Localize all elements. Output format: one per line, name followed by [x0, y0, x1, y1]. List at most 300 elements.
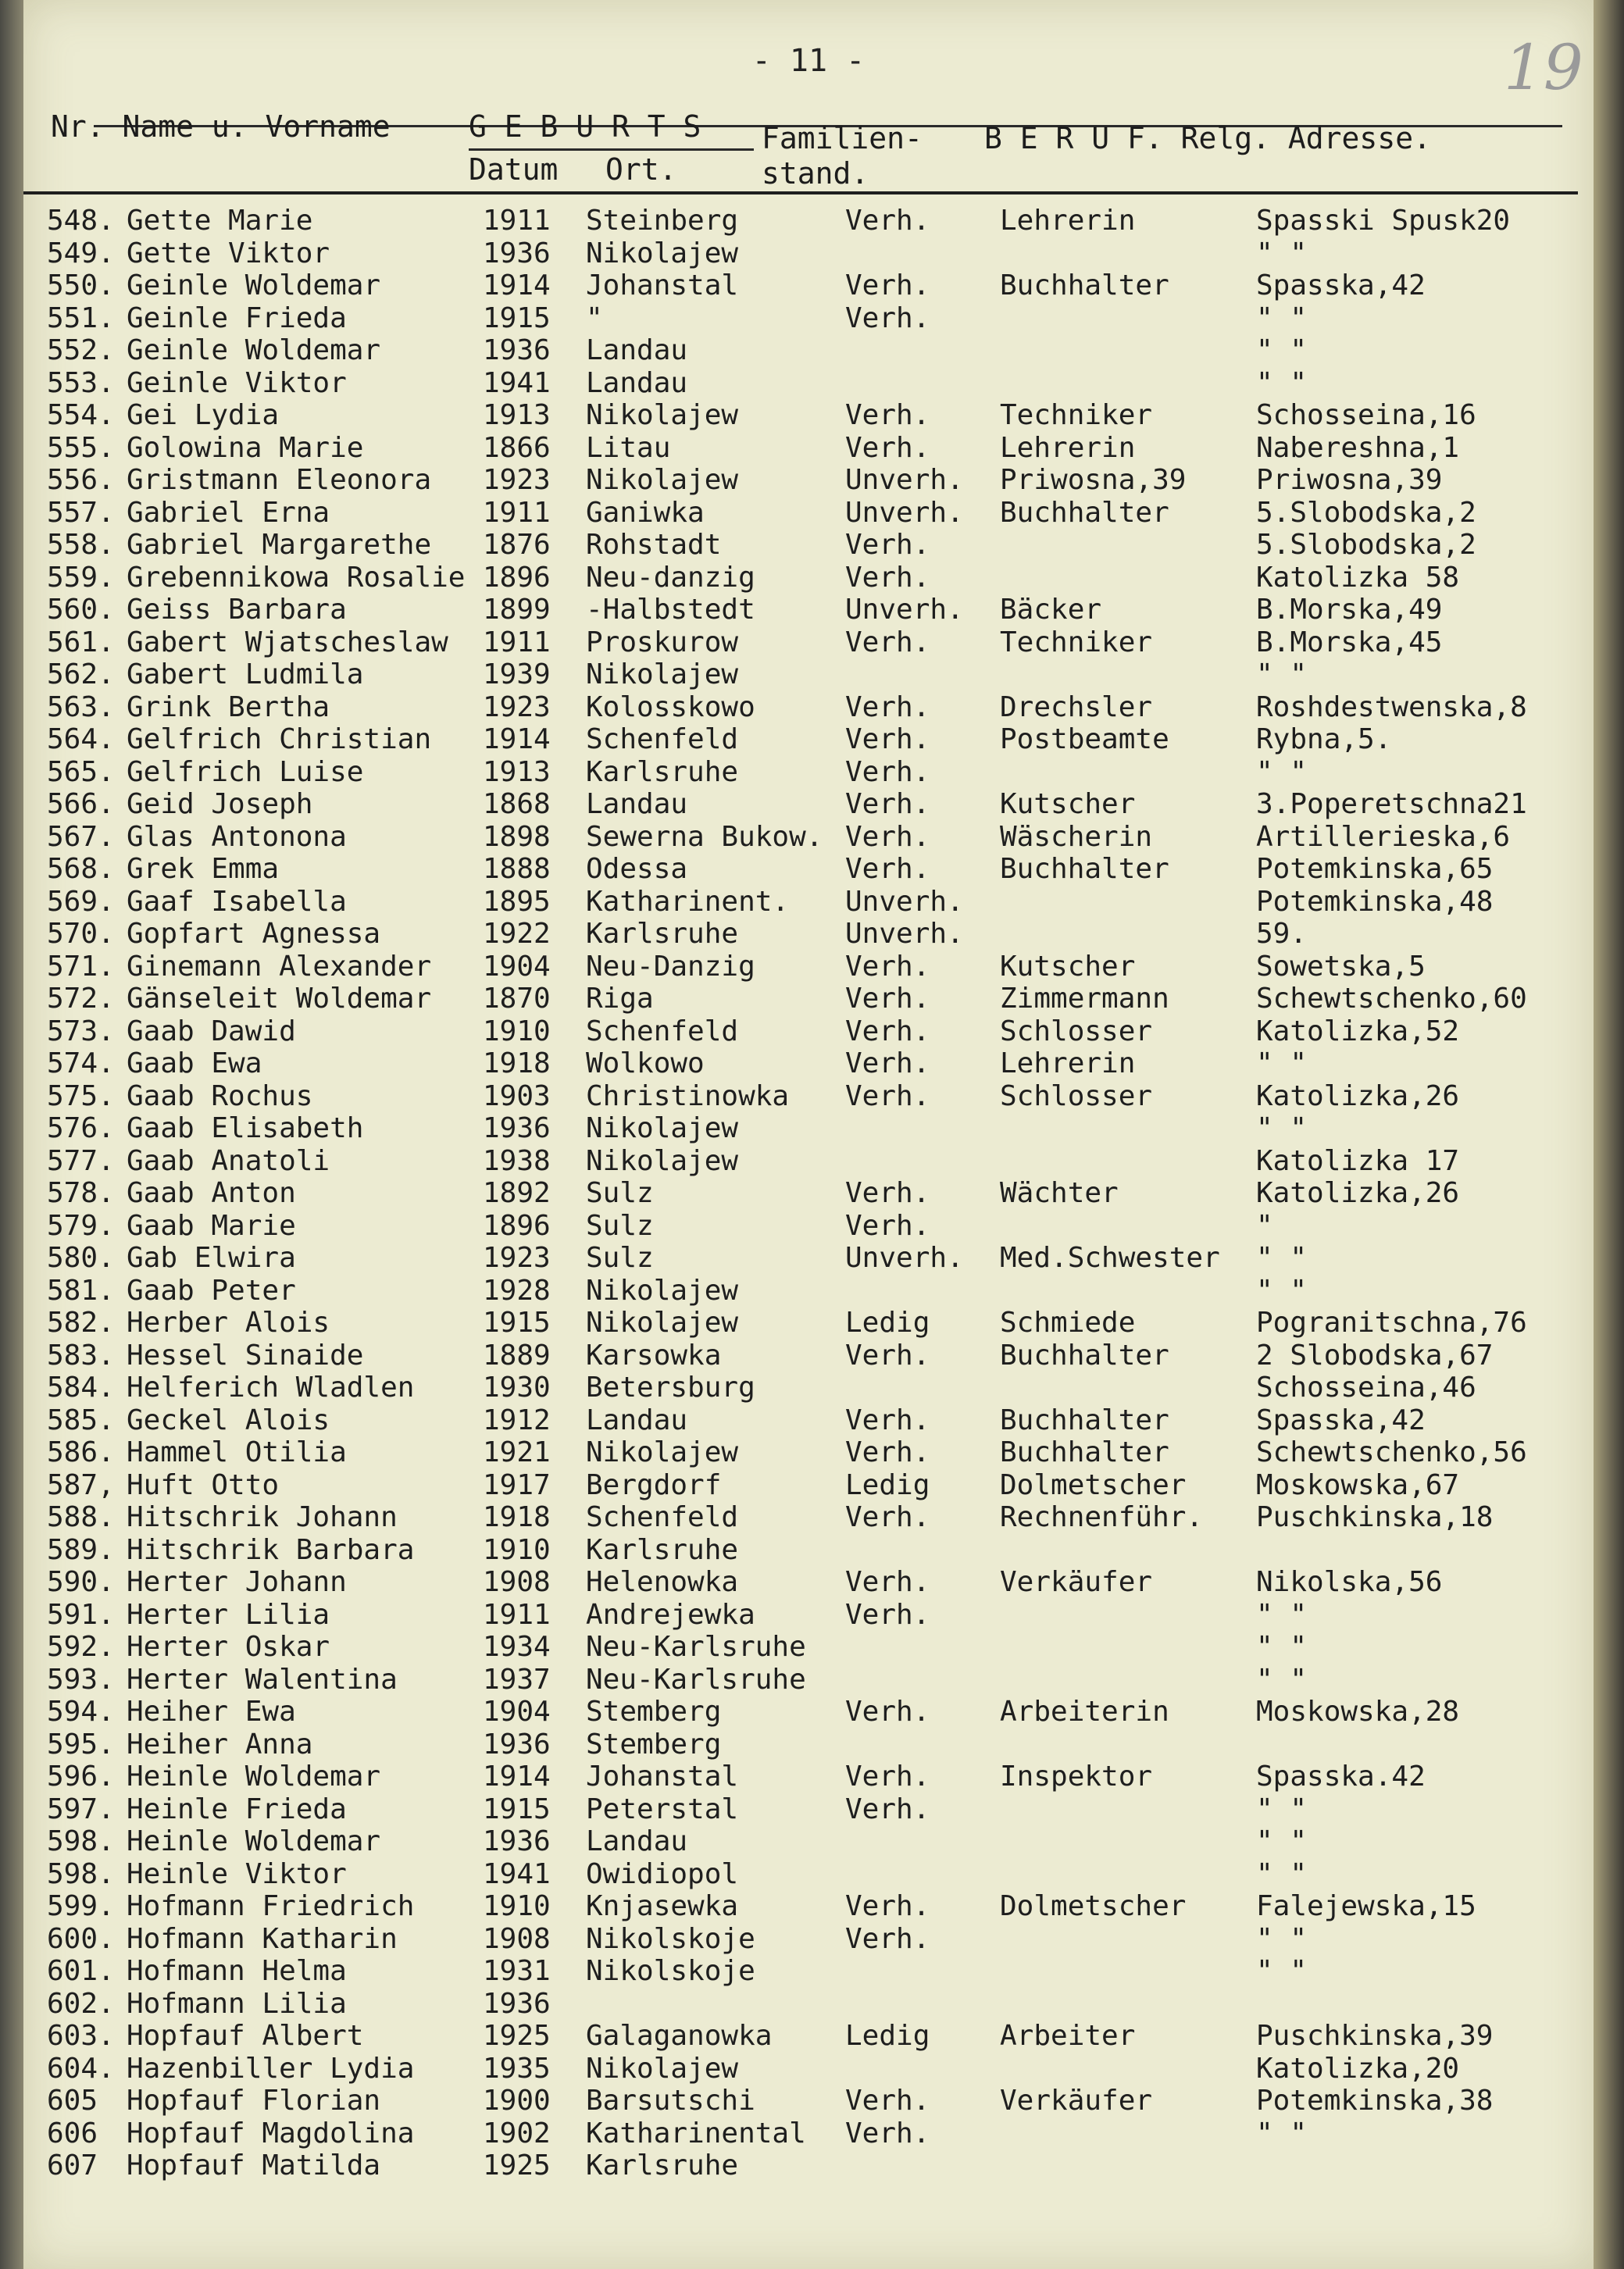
birth-place: Stemberg — [586, 1696, 722, 1728]
table-row — [23, 1177, 1594, 1209]
person-name: Gänseleit Woldemar — [127, 983, 432, 1015]
address: Roshdestwenska,8 — [1256, 690, 1527, 723]
occupation: Dolmetscher — [1000, 1890, 1187, 1922]
table-row — [23, 1340, 1594, 1372]
row-number: 561. — [47, 626, 115, 658]
table-row — [23, 1631, 1594, 1663]
row-number: 588. — [47, 1501, 115, 1533]
row-number: 570. — [47, 918, 115, 950]
birth-place: Landau — [586, 334, 688, 366]
address: " " — [1256, 1242, 1308, 1274]
family-status: Verh. — [845, 529, 930, 561]
table-row — [23, 1923, 1594, 1955]
person-name: Gaaf Isabella — [127, 885, 347, 918]
birth-place: Odessa — [586, 853, 688, 885]
occupation: Wächter — [1000, 1177, 1119, 1209]
row-number: 590. — [47, 1566, 115, 1598]
table-row — [23, 1761, 1594, 1793]
row-number: 600. — [47, 1922, 115, 1955]
birth-place: Peterstal — [586, 1793, 739, 1825]
row-number: 585. — [47, 1404, 115, 1436]
family-status: Ledig — [845, 1307, 930, 1339]
person-name: Grink Bertha — [127, 690, 330, 723]
family-status: Verh. — [845, 723, 930, 755]
table-row — [23, 1372, 1594, 1404]
address: Schosseina,46 — [1256, 1372, 1476, 1404]
row-number: 601. — [47, 1955, 115, 1987]
person-name: Herber Alois — [127, 1307, 330, 1339]
table-row — [23, 1080, 1594, 1112]
family-status: Verh. — [845, 1339, 930, 1372]
family-status: Verh. — [845, 2117, 930, 2149]
birth-place: Ganiwka — [586, 496, 705, 529]
birth-place: Sulz — [586, 1209, 654, 1242]
birth-place: Landau — [586, 1825, 688, 1857]
person-name: Grebennikowa Rosalie — [127, 561, 466, 594]
address: Moskowska,67 — [1256, 1468, 1460, 1501]
person-name: Gaab Anton — [127, 1177, 296, 1209]
birth-place: Bergdorf — [586, 1468, 722, 1501]
person-name: Heinle Viktor — [127, 1857, 347, 1890]
person-name: Geinle Frieda — [127, 301, 347, 334]
document-sheet — [23, 0, 1594, 2269]
birth-place: Stemberg — [586, 1728, 722, 1761]
address: Katolizka 17 — [1256, 1144, 1460, 1177]
family-status: Verh. — [845, 205, 930, 237]
family-status: Verh. — [845, 1793, 930, 1825]
birth-place: Karlsruhe — [586, 755, 739, 788]
table-row — [23, 399, 1594, 431]
family-status: Verh. — [845, 1015, 930, 1047]
table-row — [23, 626, 1594, 658]
person-name: Golowina Marie — [127, 431, 364, 464]
table-row — [23, 1469, 1594, 1501]
address: Puschkinska,39 — [1256, 2020, 1494, 2052]
address: 3.Poperetschna21 — [1256, 788, 1527, 820]
birth-year: 1936 — [483, 1728, 551, 1761]
birth-year: 1914 — [483, 723, 551, 755]
occupation: Techniker — [1000, 626, 1153, 658]
header-ort: Ort. — [605, 152, 677, 187]
table-row — [23, 562, 1594, 594]
family-status: Verh. — [845, 1209, 930, 1242]
birth-place: Johanstal — [586, 269, 739, 301]
family-status: Verh. — [845, 301, 930, 334]
birth-year: 1876 — [483, 529, 551, 561]
birth-year: 1898 — [483, 820, 551, 853]
birth-place: Nikolajew — [586, 1436, 739, 1468]
table-row — [23, 1534, 1594, 1566]
birth-year: 1914 — [483, 269, 551, 301]
table-row — [23, 1696, 1594, 1728]
table-row — [23, 1436, 1594, 1468]
occupation: Lehrerin — [1000, 431, 1136, 464]
row-number: 574. — [47, 1047, 115, 1079]
table-row — [23, 497, 1594, 529]
row-number: 557. — [47, 496, 115, 529]
person-name: Gaab Anatoli — [127, 1144, 330, 1177]
person-name: Gab Elwira — [127, 1242, 296, 1274]
table-row — [23, 983, 1594, 1015]
birth-year: 1888 — [483, 853, 551, 885]
address: " " — [1256, 755, 1308, 788]
birth-place: Andrejewka — [586, 1598, 755, 1631]
address: " — [1256, 1209, 1273, 1242]
birth-place: Nikolajew — [586, 399, 739, 431]
occupation: Verkäufer — [1000, 1566, 1153, 1598]
row-number: 584. — [47, 1372, 115, 1404]
birth-year: 1911 — [483, 496, 551, 529]
occupation: Rechnenführ. — [1000, 1501, 1204, 1533]
table-row — [23, 334, 1594, 366]
family-status: Verh. — [845, 1598, 930, 1631]
row-number: 548. — [47, 205, 115, 237]
person-name: Hopfauf Florian — [127, 2085, 381, 2117]
table-row — [23, 1825, 1594, 1857]
birth-year: 1902 — [483, 2117, 551, 2149]
header-bottom-rule — [23, 191, 1578, 194]
birth-place: Schenfeld — [586, 1015, 739, 1047]
occupation: Schlosser — [1000, 1079, 1153, 1112]
birth-place: Katharinental — [586, 2117, 806, 2149]
person-name: Herter Walentina — [127, 1663, 398, 1696]
row-number: 592. — [47, 1631, 115, 1663]
person-name: Ginemann Alexander — [127, 950, 432, 983]
birth-year: 1868 — [483, 788, 551, 820]
row-number: 549. — [47, 237, 115, 269]
birth-year: 1908 — [483, 1922, 551, 1955]
person-name: Gelfrich Luise — [127, 755, 364, 788]
row-number: 573. — [47, 1015, 115, 1047]
scan-right-edge — [1594, 0, 1624, 2269]
birth-place: Neu-Karlsruhe — [586, 1663, 806, 1696]
address: Katolizka,26 — [1256, 1079, 1460, 1112]
table-row — [23, 951, 1594, 983]
row-number: 575. — [47, 1079, 115, 1112]
birth-year: 1922 — [483, 918, 551, 950]
person-name: Gabriel Margarethe — [127, 529, 432, 561]
table-row — [23, 1015, 1594, 1047]
person-name: Gaab Dawid — [127, 1015, 296, 1047]
birth-place: Helenowka — [586, 1566, 739, 1598]
person-name: Herter Johann — [127, 1566, 347, 1598]
family-status: Unverh. — [845, 594, 964, 626]
birth-year: 1936 — [483, 334, 551, 366]
table-row — [23, 1210, 1594, 1242]
birth-year: 1936 — [483, 1987, 551, 2020]
occupation: Drechsler — [1000, 690, 1153, 723]
birth-year: 1915 — [483, 301, 551, 334]
birth-year: 1941 — [483, 1857, 551, 1890]
person-name: Gabert Wjatscheslaw — [127, 626, 448, 658]
row-number: 583. — [47, 1339, 115, 1372]
person-name: Gaab Rochus — [127, 1079, 313, 1112]
address: B.Morska,49 — [1256, 594, 1443, 626]
row-number: 563. — [47, 690, 115, 723]
table-row — [23, 1047, 1594, 1079]
table-row — [23, 367, 1594, 399]
address: Priwosna,39 — [1256, 464, 1443, 496]
address: 2 Slobodska,67 — [1256, 1339, 1494, 1372]
birth-year: 1892 — [483, 1177, 551, 1209]
occupation: Lehrerin — [1000, 1047, 1136, 1079]
row-number: 603. — [47, 2020, 115, 2052]
birth-place: Christinowka — [586, 1079, 790, 1112]
table-row — [23, 1242, 1594, 1274]
address: Sowetska,5 — [1256, 950, 1426, 983]
birth-place: Landau — [586, 366, 688, 399]
birth-place: Karlsruhe — [586, 1533, 739, 1566]
occupation: Schlosser — [1000, 1015, 1153, 1047]
birth-place: Sulz — [586, 1242, 654, 1274]
birth-year: 1937 — [483, 1663, 551, 1696]
family-status: Unverh. — [845, 1242, 964, 1274]
row-number: 564. — [47, 723, 115, 755]
occupation: Priwosna,39 — [1000, 464, 1187, 496]
row-number: 598. — [47, 1857, 115, 1890]
birth-place: Owidiopol — [586, 1857, 739, 1890]
family-status: Ledig — [845, 1468, 930, 1501]
table-row — [23, 756, 1594, 788]
address: Nikolska,56 — [1256, 1566, 1443, 1598]
address: Katolizka 58 — [1256, 561, 1460, 594]
address: Katolizka,52 — [1256, 1015, 1460, 1047]
family-status: Verh. — [845, 1404, 930, 1436]
table-row — [23, 2117, 1594, 2149]
address: " " — [1256, 1955, 1308, 1987]
table-row — [23, 464, 1594, 496]
row-number: 606 — [47, 2117, 98, 2149]
person-name: Herter Oskar — [127, 1631, 330, 1663]
person-name: Hitschrik Johann — [127, 1501, 398, 1533]
family-status: Verh. — [845, 1696, 930, 1728]
row-number: 571. — [47, 950, 115, 983]
family-status: Verh. — [845, 399, 930, 431]
address: " " — [1256, 1047, 1308, 1079]
row-number: 558. — [47, 529, 115, 561]
table-row — [23, 1955, 1594, 1987]
person-name: Hopfauf Albert — [127, 2020, 364, 2052]
row-number: 577. — [47, 1144, 115, 1177]
birth-place: Schenfeld — [586, 1501, 739, 1533]
family-status: Unverh. — [845, 496, 964, 529]
birth-year: 1911 — [483, 1598, 551, 1631]
table-row — [23, 2085, 1594, 2117]
header-nr-name: Nr. Name u. Vorname — [51, 109, 391, 144]
family-status: Verh. — [845, 1761, 930, 1793]
row-number: 587, — [47, 1468, 115, 1501]
birth-year: 1904 — [483, 950, 551, 983]
address: " " — [1256, 1793, 1308, 1825]
row-number: 579. — [47, 1209, 115, 1242]
person-name: Hofmann Friedrich — [127, 1890, 415, 1922]
row-number: 552. — [47, 334, 115, 366]
occupation: Lehrerin — [1000, 205, 1136, 237]
occupation: Buchhalter — [1000, 853, 1169, 885]
occupation: Buchhalter — [1000, 269, 1169, 301]
birth-year: 1925 — [483, 2149, 551, 2182]
header-familien: Familien- — [762, 121, 923, 155]
birth-place: Nikolskoje — [586, 1955, 755, 1987]
row-number: 594. — [47, 1696, 115, 1728]
table-row — [23, 1599, 1594, 1631]
row-number: 593. — [47, 1663, 115, 1696]
occupation: Buchhalter — [1000, 496, 1169, 529]
address: Potemkinska,65 — [1256, 853, 1494, 885]
table-row — [23, 1275, 1594, 1307]
family-status: Verh. — [845, 983, 930, 1015]
birth-year: 1923 — [483, 1242, 551, 1274]
table-row — [23, 918, 1594, 950]
person-name: Heinle Frieda — [127, 1793, 347, 1825]
birth-place: Nikolajew — [586, 2052, 739, 2085]
birth-year: 1917 — [483, 1468, 551, 1501]
person-name: Hofmann Katharin — [127, 1922, 398, 1955]
birth-place: Neu-Danzig — [586, 950, 755, 983]
birth-place: Litau — [586, 431, 671, 464]
birth-place: Nikolajew — [586, 1307, 739, 1339]
birth-place: Nikolajew — [586, 1112, 739, 1144]
family-status: Verh. — [845, 1890, 930, 1922]
family-status: Verh. — [845, 788, 930, 820]
row-number: 591. — [47, 1598, 115, 1631]
family-status: Verh. — [845, 1079, 930, 1112]
person-name: Heiher Anna — [127, 1728, 313, 1761]
family-status: Verh. — [845, 1566, 930, 1598]
occupation: Med.Schwester — [1000, 1242, 1220, 1274]
occupation: Buchhalter — [1000, 1436, 1169, 1468]
person-name: Geckel Alois — [127, 1404, 330, 1436]
person-name: Gristmann Eleonora — [127, 464, 432, 496]
person-name: Gabert Ludmila — [127, 658, 364, 690]
table-row — [23, 2149, 1594, 2182]
table-row — [23, 1501, 1594, 1533]
birth-year: 1913 — [483, 399, 551, 431]
address: 5.Slobodska,2 — [1256, 529, 1476, 561]
person-name: Huft Otto — [127, 1468, 280, 1501]
family-status: Verh. — [845, 1501, 930, 1533]
row-number: 586. — [47, 1436, 115, 1468]
birth-year: 1911 — [483, 205, 551, 237]
table-row — [23, 1404, 1594, 1436]
person-name: Herter Lilia — [127, 1598, 330, 1631]
row-number: 553. — [47, 366, 115, 399]
occupation: Verkäufer — [1000, 2085, 1153, 2117]
birth-place: Karlsruhe — [586, 2149, 739, 2182]
birth-year: 1918 — [483, 1047, 551, 1079]
birth-year: 1913 — [483, 755, 551, 788]
table-row — [23, 302, 1594, 334]
person-name: Hopfauf Magdolina — [127, 2117, 415, 2149]
family-status: Verh. — [845, 1436, 930, 1468]
birth-year: 1870 — [483, 983, 551, 1015]
birth-place: Kolosskowo — [586, 690, 755, 723]
family-status: Verh. — [845, 853, 930, 885]
person-name: Hessel Sinaide — [127, 1339, 364, 1372]
birth-place: Barsutschi — [586, 2085, 755, 2117]
row-number: 569. — [47, 885, 115, 918]
family-status: Verh. — [845, 1922, 930, 1955]
person-name: Geinle Woldemar — [127, 269, 381, 301]
header-datum: Datum — [469, 152, 559, 187]
birth-year: 1918 — [483, 1501, 551, 1533]
birth-year: 1934 — [483, 1631, 551, 1663]
person-name: Heinle Woldemar — [127, 1825, 381, 1857]
birth-year: 1889 — [483, 1339, 551, 1372]
birth-year: 1930 — [483, 1372, 551, 1404]
birth-place: -Halbstedt — [586, 594, 755, 626]
row-number: 567. — [47, 820, 115, 853]
birth-place: Landau — [586, 1404, 688, 1436]
birth-place: Proskurow — [586, 626, 739, 658]
family-status: Verh. — [845, 690, 930, 723]
row-number: 572. — [47, 983, 115, 1015]
birth-place: Nikolajew — [586, 464, 739, 496]
address: Moskowska,28 — [1256, 1696, 1460, 1728]
occupation: Kutscher — [1000, 950, 1136, 983]
table-row — [23, 2020, 1594, 2052]
table-row — [23, 269, 1594, 301]
address: Spasski Spusk20 — [1256, 205, 1511, 237]
table-row — [23, 658, 1594, 690]
birth-year: 1915 — [483, 1793, 551, 1825]
birth-place: Katharinent. — [586, 885, 790, 918]
occupation: Schmiede — [1000, 1307, 1136, 1339]
person-name: Hitschrik Barbara — [127, 1533, 415, 1566]
birth-year: 1923 — [483, 464, 551, 496]
row-number: 604. — [47, 2052, 115, 2085]
person-name: Geinle Viktor — [127, 366, 347, 399]
birth-place: Betersburg — [586, 1372, 755, 1404]
birth-year: 1866 — [483, 431, 551, 464]
address: " " — [1256, 1631, 1308, 1663]
row-number: 602. — [47, 1987, 115, 2020]
occupation: Buchhalter — [1000, 1339, 1169, 1372]
birth-year: 1912 — [483, 1404, 551, 1436]
address: " " — [1256, 1922, 1308, 1955]
birth-year: 1903 — [483, 1079, 551, 1112]
row-number: 589. — [47, 1533, 115, 1566]
birth-year: 1914 — [483, 1761, 551, 1793]
address: Nabereshna,1 — [1256, 431, 1460, 464]
birth-place: Nikolajew — [586, 1144, 739, 1177]
birth-place: Nikolajew — [586, 1274, 739, 1307]
birth-place: Riga — [586, 983, 654, 1015]
birth-place: Johanstal — [586, 1761, 739, 1793]
person-name: Hofmann Helma — [127, 1955, 347, 1987]
birth-year: 1910 — [483, 1533, 551, 1566]
family-status: Verh. — [845, 950, 930, 983]
birth-place: Steinberg — [586, 205, 739, 237]
address: Katolizka,26 — [1256, 1177, 1460, 1209]
family-status: Verh. — [845, 1177, 930, 1209]
page-number: - 11 - — [751, 43, 866, 79]
row-number: 565. — [47, 755, 115, 788]
table-row — [23, 1664, 1594, 1696]
person-name: Gabriel Erna — [127, 496, 330, 529]
header-geburts: G E B U R T S — [469, 109, 701, 144]
table-row — [23, 1566, 1594, 1598]
birth-year: 1896 — [483, 1209, 551, 1242]
birth-year: 1941 — [483, 366, 551, 399]
family-status: Unverh. — [845, 464, 964, 496]
address: B.Morska,45 — [1256, 626, 1443, 658]
table-row — [23, 1858, 1594, 1890]
occupation: Zimmermann — [1000, 983, 1169, 1015]
address: " " — [1256, 2117, 1308, 2149]
birth-place: Landau — [586, 788, 688, 820]
table-row — [23, 594, 1594, 626]
